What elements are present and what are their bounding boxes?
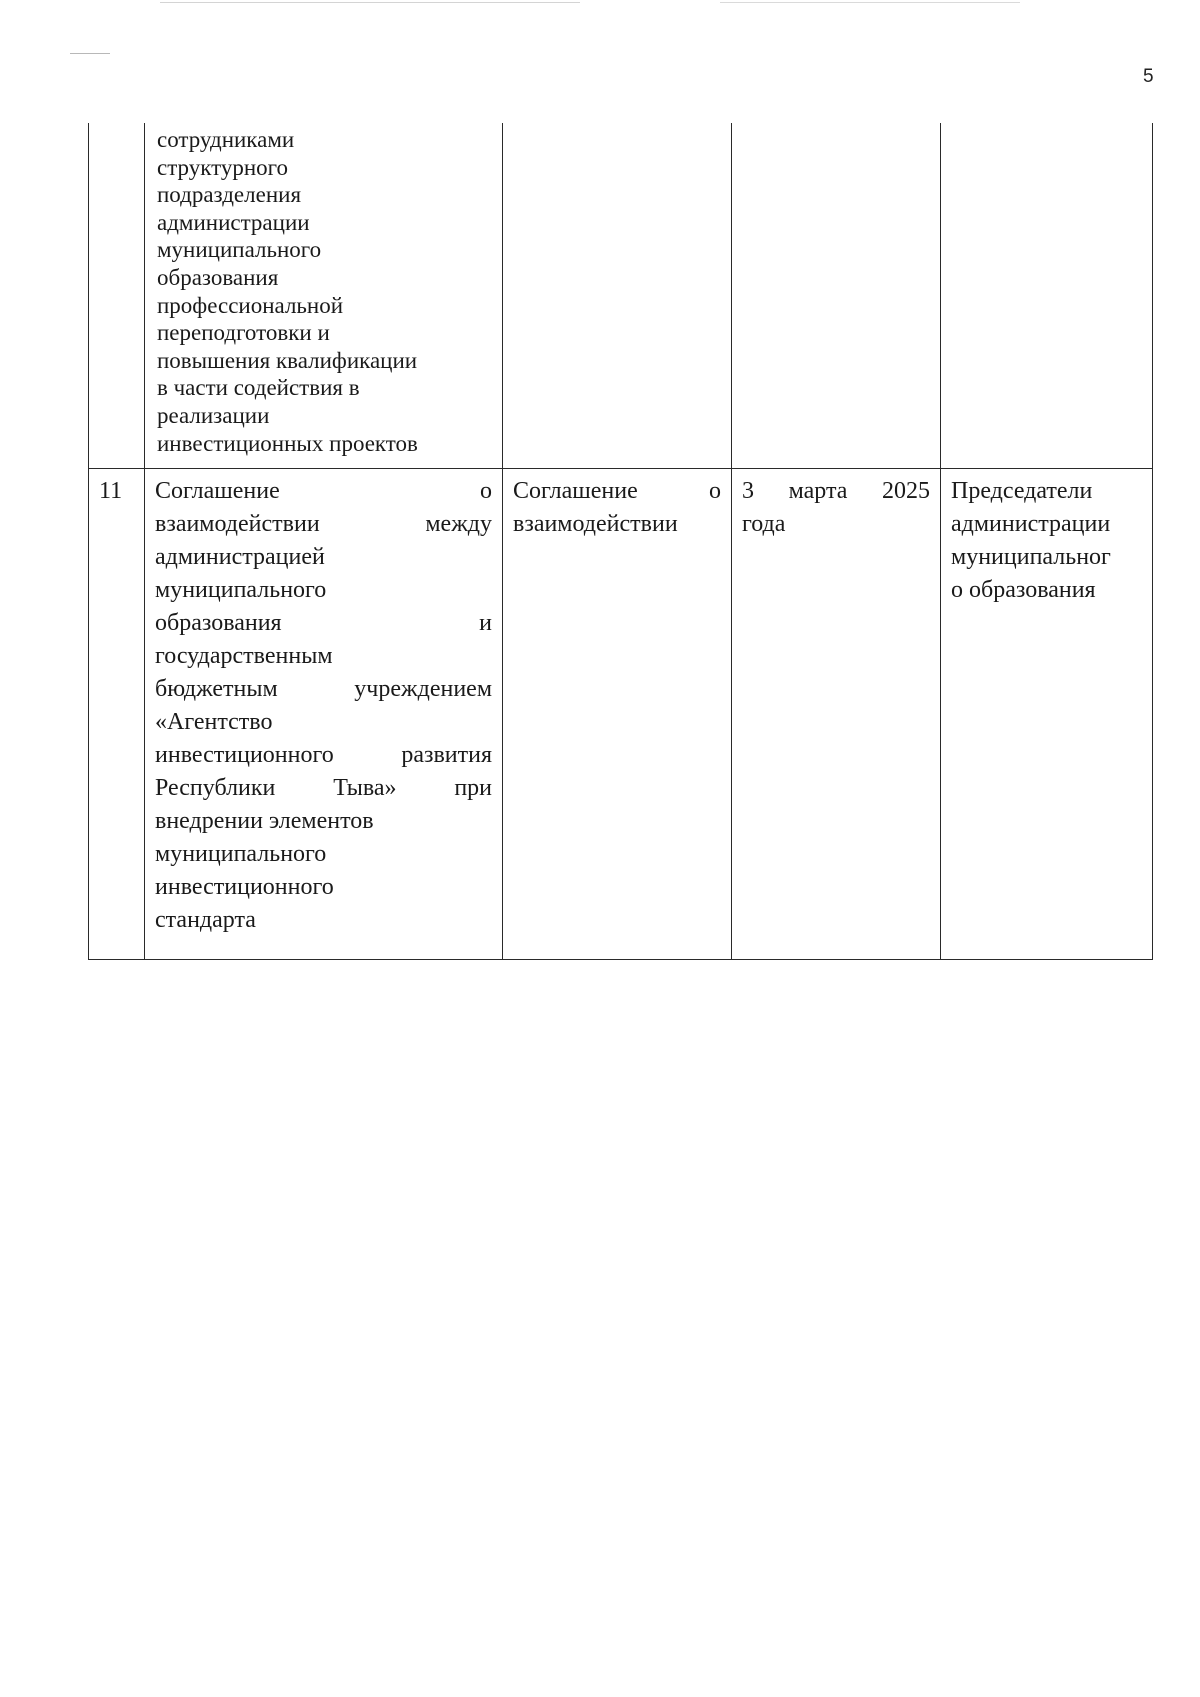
cell-responsible bbox=[941, 469, 1153, 960]
document-text bbox=[503, 469, 731, 541]
plan-table bbox=[88, 123, 1153, 960]
responsible-text bbox=[941, 469, 1152, 607]
continuation-line: муниципального bbox=[157, 237, 322, 263]
cell-document-empty bbox=[503, 123, 732, 469]
scan-artifact bbox=[70, 53, 110, 54]
description-line: государственным bbox=[155, 643, 333, 669]
description-line: Соглашение о bbox=[155, 478, 492, 504]
continuation-line: инвестиционных проектов bbox=[157, 430, 418, 456]
row-number: 11 bbox=[99, 478, 123, 504]
cell-date-empty bbox=[732, 123, 941, 469]
cell-number bbox=[89, 469, 145, 960]
description-line: образования и bbox=[155, 610, 492, 636]
description-line: бюджетным учреждением bbox=[155, 676, 492, 702]
document-line: Соглашение о bbox=[513, 478, 721, 504]
description-line: стандарта bbox=[155, 907, 256, 933]
cell-description-continuation bbox=[145, 123, 503, 469]
description-line: муниципального bbox=[155, 841, 327, 867]
cell-date bbox=[732, 469, 941, 960]
scan-artifact bbox=[720, 2, 1020, 3]
cell-responsible-empty bbox=[941, 123, 1153, 469]
description-line: инвестиционного развития bbox=[155, 742, 492, 768]
continuation-line: реализации bbox=[157, 402, 270, 428]
description-line: администрацией bbox=[155, 544, 325, 570]
description-line: внедрении элементов bbox=[155, 808, 374, 834]
scan-artifact bbox=[160, 2, 580, 3]
cell-number-empty bbox=[89, 123, 145, 469]
date-text bbox=[732, 469, 940, 541]
table-row-continuation bbox=[89, 123, 1153, 469]
responsible-line: муниципальног bbox=[951, 544, 1111, 570]
cell-document bbox=[503, 469, 732, 960]
description-text bbox=[145, 469, 502, 959]
page-number: 5 bbox=[1143, 66, 1154, 87]
continuation-line: в части содействия в bbox=[157, 375, 360, 401]
continuation-line: образования bbox=[157, 264, 279, 290]
continuation-line: профессиональной bbox=[157, 292, 344, 318]
description-line: взаимодействии между bbox=[155, 511, 492, 537]
continuation-line: подразделения bbox=[157, 182, 302, 208]
continuation-line: повышения квалификации bbox=[157, 347, 418, 373]
responsible-line: Председатели bbox=[951, 478, 1093, 504]
date-line: 3 марта 2025 bbox=[742, 478, 930, 504]
continuation-line: администрации bbox=[157, 209, 310, 235]
description-line: инвестиционного bbox=[155, 874, 334, 900]
description-line: муниципального bbox=[155, 577, 327, 603]
continuation-text bbox=[145, 123, 502, 468]
cell-description bbox=[145, 469, 503, 960]
responsible-line: администрации bbox=[951, 511, 1111, 537]
table-row-11 bbox=[89, 469, 1153, 960]
continuation-line: сотрудниками bbox=[157, 127, 295, 152]
continuation-line: структурного bbox=[157, 154, 289, 180]
continuation-line: переподготовки и bbox=[157, 320, 330, 346]
description-line: «Агентство bbox=[155, 709, 273, 735]
date-line: года bbox=[742, 511, 786, 537]
description-line: Республики Тыва» при bbox=[155, 775, 492, 801]
responsible-line: о образования bbox=[951, 577, 1096, 603]
document-line: взаимодействии bbox=[513, 511, 678, 537]
